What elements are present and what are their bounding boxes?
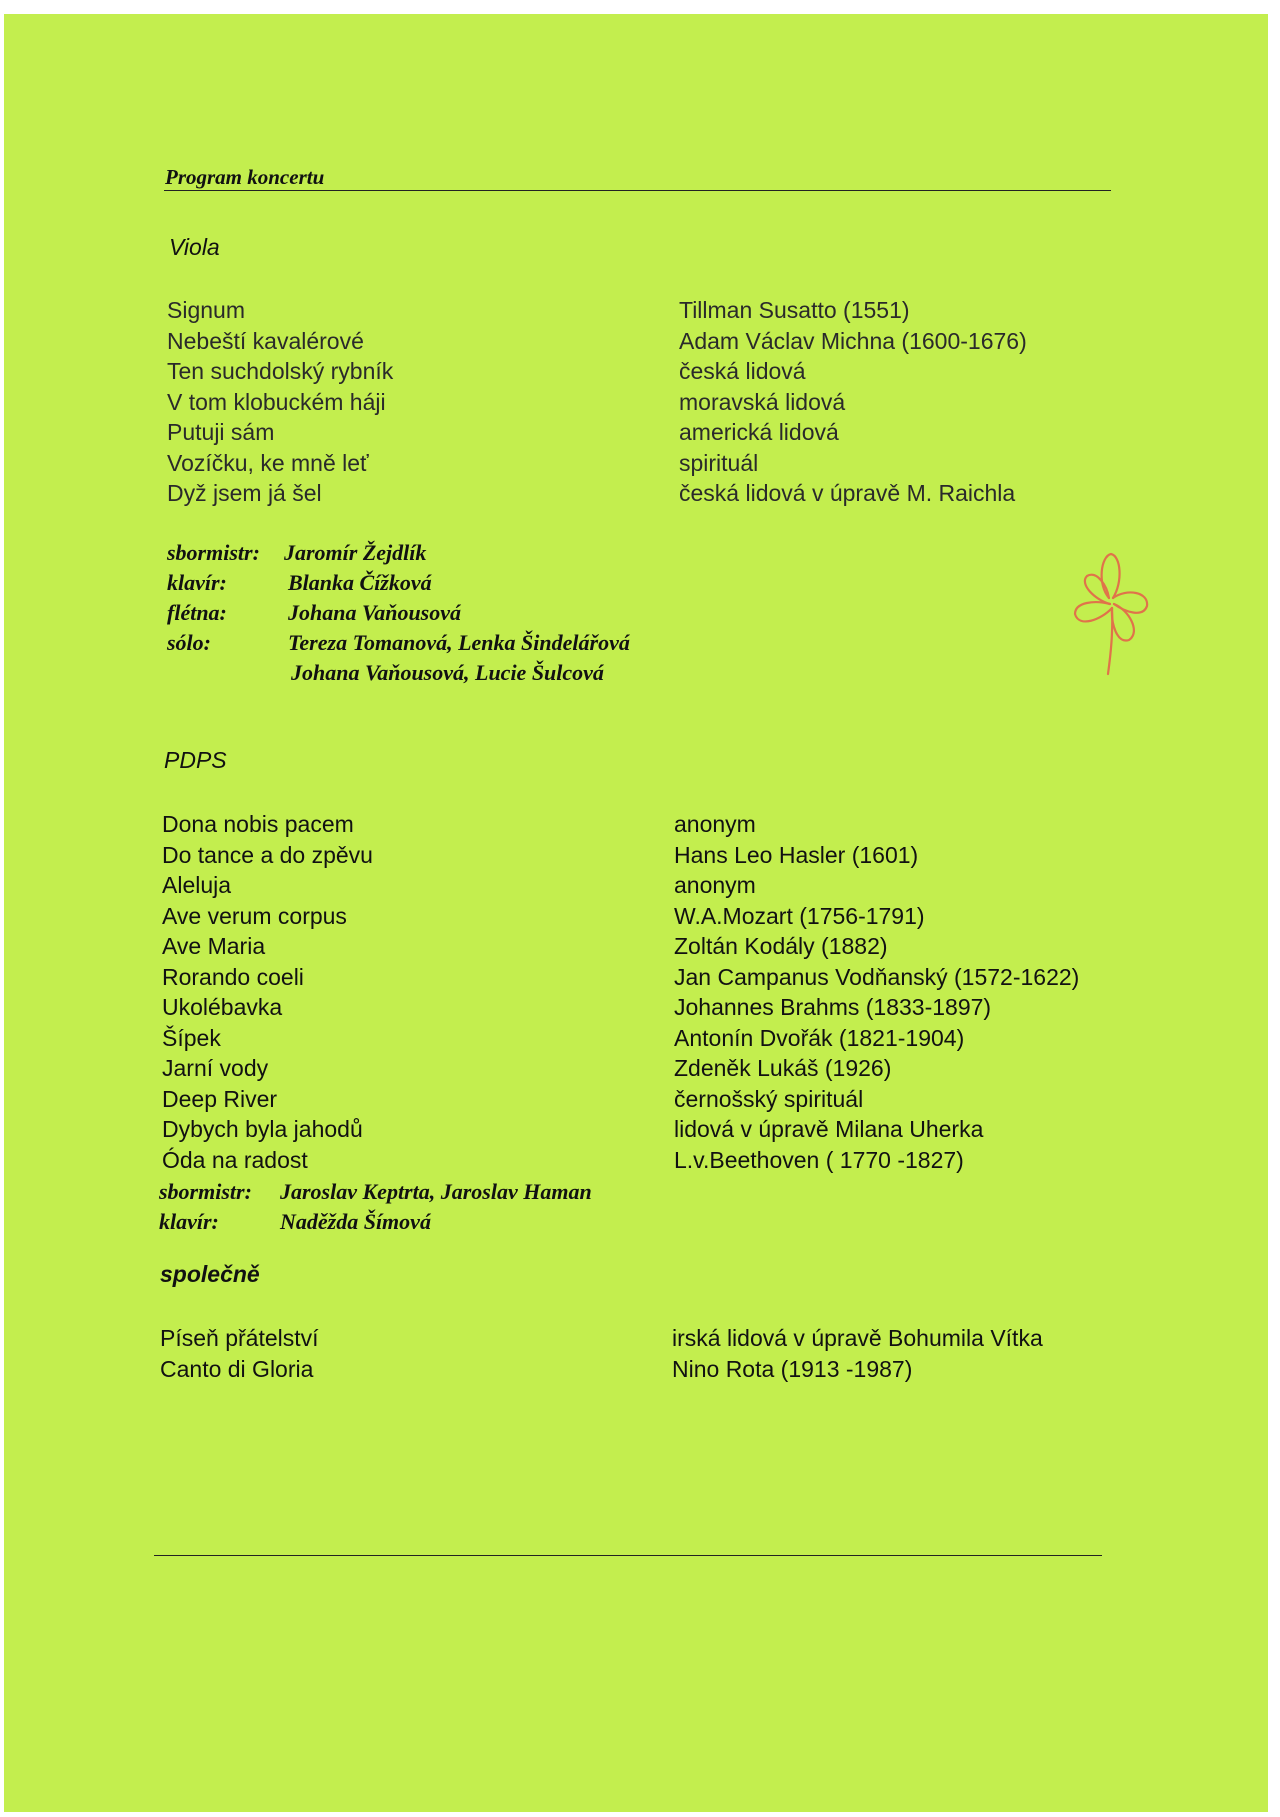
song-author: anonym — [674, 872, 756, 898]
song-title: Rorando coeli — [162, 963, 304, 990]
song-title: Aleluja — [162, 872, 232, 898]
song-title: Óda na radost — [162, 1146, 308, 1173]
song-title: Ukolébavka — [162, 994, 283, 1020]
spolecne-song-authors — [672, 1323, 1043, 1385]
song-author: L.v.Beethoven ( 1770 -1827) — [674, 1146, 964, 1173]
credit-role: klavír: — [167, 570, 227, 595]
song-author: W.A.Mozart (1756-1791) — [674, 902, 925, 929]
spolecne-song-titles — [160, 1323, 319, 1385]
song-author: spirituál — [679, 449, 759, 476]
song-author: česká lidová v úpravě M. Raichla — [679, 480, 1016, 506]
song-author: Zdeněk Lukáš (1926) — [674, 1055, 892, 1081]
song-author: Nino Rota (1913 -1987) — [672, 1356, 913, 1382]
flower-doodle-icon — [1067, 548, 1157, 678]
song-title: Nebeští kavalérové — [167, 327, 364, 354]
song-title: Signum — [167, 297, 245, 323]
song-title: Jarní vody — [162, 1055, 269, 1081]
viola-song-authors — [679, 295, 1027, 509]
credit-row — [167, 598, 767, 628]
page-title: Program koncertu — [165, 165, 325, 189]
song-author: Jan Campanus Vodňanský (1572-1622) — [674, 963, 1080, 990]
song-author: Zoltán Kodály (1882) — [674, 933, 888, 959]
song-author: česká lidová — [679, 358, 806, 384]
song-title: Ave verum corpus — [162, 902, 347, 929]
credit-name: Johana Vaňousová, Lucie Šulcová — [291, 660, 604, 685]
song-author: černošský spirituál — [674, 1085, 864, 1112]
song-title: V tom klobuckém háji — [167, 388, 386, 415]
credit-name: Blanka Čížková — [288, 570, 432, 595]
credit-role: sbormistr: — [159, 1179, 252, 1204]
song-title: Šípek — [162, 1024, 221, 1051]
credit-role: sólo: — [167, 630, 211, 655]
song-title: Ave Maria — [162, 933, 266, 959]
pdps-credits — [159, 1177, 759, 1237]
pdps-song-authors — [674, 809, 1079, 1175]
credit-role: flétna: — [167, 600, 227, 625]
song-title: Vozíčku, ke mně leť — [167, 449, 369, 476]
song-author: Adam Václav Michna (1600-1676) — [679, 327, 1027, 354]
pdps-song-titles — [162, 809, 373, 1175]
song-title: Do tance a do zpěvu — [162, 841, 373, 868]
song-author: lidová v úpravě Milana Uherka — [674, 1116, 984, 1142]
section-title-spolecne: společně — [160, 1261, 260, 1287]
song-title: Canto di Gloria — [160, 1356, 314, 1382]
song-author: Hans Leo Hasler (1601) — [674, 841, 919, 868]
credit-name: Tereza Tomanová, Lenka Šindelářová — [288, 630, 630, 655]
credit-name: Johana Vaňousová — [288, 600, 462, 625]
credit-role: sbormistr: — [167, 540, 260, 565]
song-author: americká lidová — [679, 419, 839, 445]
song-title: Dona nobis pacem — [162, 811, 354, 837]
song-author: Johannes Brahms (1833-1897) — [674, 994, 992, 1020]
song-author: irská lidová v úpravě Bohumila Vítka — [672, 1325, 1043, 1351]
credit-role: klavír: — [159, 1209, 219, 1234]
credit-row — [167, 658, 767, 688]
song-author: Antonín Dvořák (1821-1904) — [674, 1024, 965, 1051]
program-page — [4, 14, 1268, 1812]
song-title: Putuji sám — [167, 419, 275, 445]
song-author: Tillman Susatto (1551) — [679, 297, 910, 323]
song-title: Dybych byla jahodů — [162, 1116, 363, 1142]
song-title: Deep River — [162, 1085, 278, 1112]
section-title-pdps: PDPS — [164, 747, 227, 773]
song-title: Dyž jsem já šel — [167, 480, 322, 506]
section-title-viola: Viola — [169, 234, 220, 260]
bottom-divider — [154, 1555, 1102, 1556]
credit-row — [167, 538, 767, 568]
credit-name: Jaromír Žejdlík — [284, 540, 427, 565]
credit-row — [159, 1177, 759, 1207]
credit-row — [159, 1207, 759, 1237]
credit-name: Jaroslav Keptrta, Jaroslav Haman — [280, 1179, 592, 1204]
credit-row — [167, 568, 767, 598]
song-author: moravská lidová — [679, 388, 846, 415]
viola-credits — [167, 538, 767, 688]
credit-name: Naděžda Šímová — [280, 1209, 431, 1234]
credit-row — [167, 628, 767, 658]
song-author: anonym — [674, 811, 756, 837]
song-title: Ten suchdolský rybník — [167, 358, 394, 384]
viola-song-titles — [167, 295, 393, 509]
song-title: Píseň přátelství — [160, 1325, 319, 1351]
top-divider — [164, 190, 1111, 191]
